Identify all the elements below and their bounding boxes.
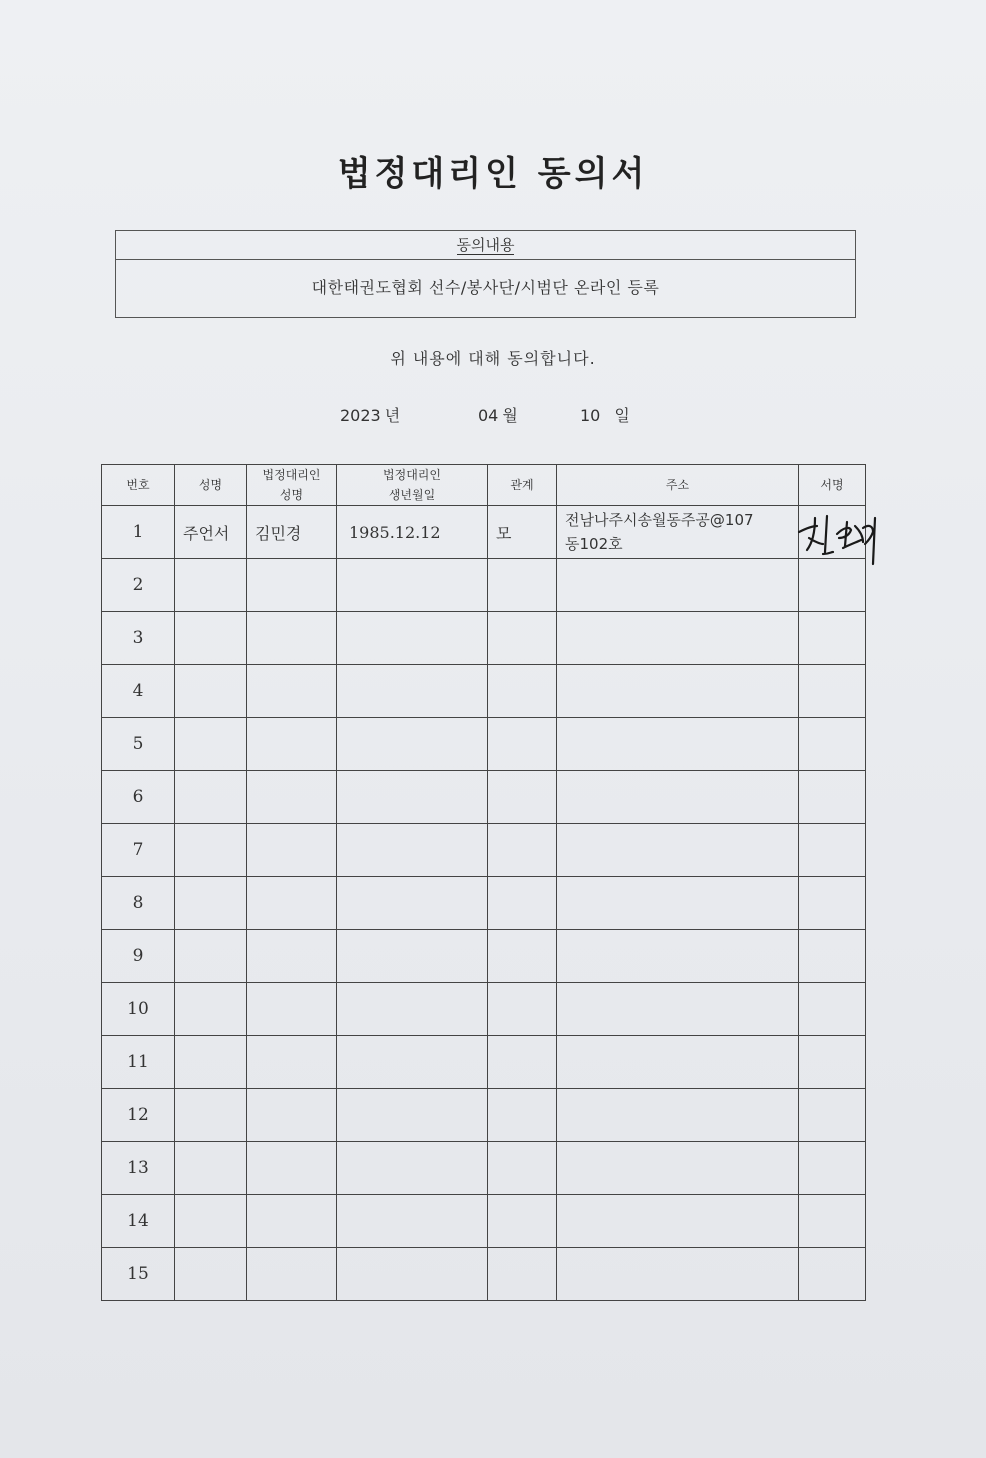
cell-no: 8: [102, 877, 175, 930]
cell-name: [175, 1142, 247, 1195]
header-guardian-birth-line2: 생년월일: [388, 488, 436, 502]
cell-no: 13: [102, 1142, 175, 1195]
cell-relation: [488, 983, 557, 1036]
cell-guardian-name: [247, 930, 337, 983]
cell-relation: [488, 1142, 557, 1195]
header-guardian-birth: [337, 465, 488, 506]
cell-birth: [337, 1195, 488, 1248]
cell-guardian-name: [247, 1036, 337, 1089]
cell-signature: [799, 824, 866, 877]
cell-guardian-name: [247, 983, 337, 1036]
cell-signature: [799, 983, 866, 1036]
cell-no: 10: [102, 983, 175, 1036]
header-no: 번호: [102, 465, 175, 506]
cell-relation: [488, 559, 557, 612]
cell-relation: [488, 877, 557, 930]
table-row: [102, 983, 866, 1036]
table-row: [102, 506, 866, 559]
header-name: 성명: [175, 465, 247, 506]
cell-address: [557, 612, 799, 665]
cell-relation: [488, 824, 557, 877]
handwritten-signature: [793, 508, 889, 568]
header-relation: 관계: [488, 465, 557, 506]
table-row: [102, 1142, 866, 1195]
cell-address: [557, 1195, 799, 1248]
cell-birth: [337, 1142, 488, 1195]
cell-no: 15: [102, 1248, 175, 1301]
cell-birth: [337, 1248, 488, 1301]
consent-header: [116, 231, 855, 260]
cell-signature: [799, 612, 866, 665]
cell-birth: [337, 930, 488, 983]
cell-guardian-name: [247, 771, 337, 824]
cell-relation: [488, 930, 557, 983]
cell-signature: [799, 771, 866, 824]
document-title: 법정대리인 동의서: [337, 154, 649, 194]
cell-guardian-name: [247, 824, 337, 877]
cell-signature: [799, 718, 866, 771]
cell-name: [175, 1036, 247, 1089]
cell-guardian-name: [247, 1142, 337, 1195]
table-row: [102, 1089, 866, 1142]
date-month-value: 04: [478, 406, 499, 425]
cell-relation: [488, 665, 557, 718]
cell-name: [175, 983, 247, 1036]
date-day: [580, 403, 630, 426]
table-row: [102, 718, 866, 771]
cell-signature: [799, 1142, 866, 1195]
cell-address: [557, 1036, 799, 1089]
cell-address-line2: 동102호: [565, 535, 623, 553]
cell-no: 12: [102, 1089, 175, 1142]
cell-name: [175, 1248, 247, 1301]
date-year-value: 2023: [340, 406, 381, 425]
cell-birth: [337, 718, 488, 771]
date-year-unit: 년: [384, 406, 401, 425]
cell-birth: [337, 1036, 488, 1089]
cell-no: 4: [102, 665, 175, 718]
cell-name: [175, 930, 247, 983]
cell-name: [175, 612, 247, 665]
cell-signature: [799, 1089, 866, 1142]
cell-birth: [337, 612, 488, 665]
cell-guardian-name: [247, 718, 337, 771]
cell-no: 14: [102, 1195, 175, 1248]
table-row: [102, 612, 866, 665]
header-guardian-name: [247, 465, 337, 506]
agreement-statement: 위 내용에 대해 동의합니다.: [390, 349, 596, 368]
date-month-unit: 월: [502, 406, 518, 425]
date-month: [478, 403, 518, 426]
table-row: [102, 930, 866, 983]
table-row: [102, 824, 866, 877]
cell-no: 11: [102, 1036, 175, 1089]
cell-address: [557, 718, 799, 771]
cell-birth: [337, 824, 488, 877]
cell-birth: 1985.12.12: [337, 506, 488, 559]
cell-relation: [488, 771, 557, 824]
cell-name: 주언서: [175, 506, 247, 559]
cell-address: [557, 1142, 799, 1195]
cell-guardian-name: [247, 1248, 337, 1301]
cell-address: [557, 930, 799, 983]
consent-content: 대한태권도협회 선수/봉사단/시범단 온라인 등록: [311, 278, 660, 297]
cell-address: [557, 771, 799, 824]
table-row: [102, 559, 866, 612]
guardian-table: [101, 464, 866, 1301]
cell-address-line1: 전남나주시송월동주공@107: [565, 511, 754, 529]
cell-no: 7: [102, 824, 175, 877]
cell-guardian-name: [247, 559, 337, 612]
cell-name: [175, 824, 247, 877]
cell-no: 5: [102, 718, 175, 771]
cell-relation: [488, 1036, 557, 1089]
cell-signature: [799, 1036, 866, 1089]
cell-guardian-name: [247, 877, 337, 930]
cell-address: [557, 1248, 799, 1301]
cell-address: [557, 824, 799, 877]
header-guardian-name-line2: 성명: [279, 488, 304, 502]
cell-birth: [337, 983, 488, 1036]
header-signature: 서명: [799, 465, 866, 506]
table-row: [102, 1195, 866, 1248]
cell-birth: [337, 877, 488, 930]
cell-name: [175, 1195, 247, 1248]
cell-relation: [488, 1195, 557, 1248]
cell-address: [557, 1089, 799, 1142]
cell-name: [175, 1089, 247, 1142]
header-guardian-name-line1: 법정대리인: [262, 468, 321, 482]
cell-address: [557, 983, 799, 1036]
cell-birth: [337, 771, 488, 824]
header-guardian-birth-line1: 법정대리인: [383, 468, 441, 482]
cell-guardian-name: 김민경: [247, 506, 337, 559]
table-row: [102, 1248, 866, 1301]
date-day-unit: 일: [614, 406, 630, 425]
cell-no: 3: [102, 612, 175, 665]
table-row: [102, 877, 866, 930]
cell-address: [557, 559, 799, 612]
cell-no: 6: [102, 771, 175, 824]
cell-birth: [337, 559, 488, 612]
cell-relation: [488, 1248, 557, 1301]
cell-guardian-name: [247, 1089, 337, 1142]
cell-signature: [799, 1195, 866, 1248]
cell-address: [557, 665, 799, 718]
cell-relation: [488, 718, 557, 771]
cell-no: 9: [102, 930, 175, 983]
table-row: [102, 771, 866, 824]
cell-signature: [799, 1248, 866, 1301]
consent-box: [115, 230, 856, 318]
cell-birth: [337, 665, 488, 718]
cell-guardian-name: [247, 1195, 337, 1248]
cell-address: [557, 877, 799, 930]
table-row: [102, 665, 866, 718]
cell-relation: [488, 1089, 557, 1142]
cell-signature: [799, 930, 866, 983]
cell-name: [175, 718, 247, 771]
cell-signature: [799, 506, 866, 559]
cell-no: 1: [102, 506, 175, 559]
date-day-value: 10: [580, 406, 601, 425]
cell-no: 2: [102, 559, 175, 612]
cell-address: [557, 506, 799, 559]
header-address: 주소: [557, 465, 799, 506]
consent-header-label: 동의내용: [456, 236, 515, 254]
cell-guardian-name: [247, 665, 337, 718]
cell-name: [175, 559, 247, 612]
table-row: [102, 1036, 866, 1089]
cell-signature: [799, 877, 866, 930]
cell-guardian-name: [247, 612, 337, 665]
cell-signature: [799, 665, 866, 718]
cell-relation: [488, 612, 557, 665]
cell-birth: [337, 1089, 488, 1142]
cell-name: [175, 877, 247, 930]
date-year: [340, 403, 400, 426]
table-header-row: [102, 465, 866, 506]
cell-name: [175, 665, 247, 718]
cell-name: [175, 771, 247, 824]
cell-relation: 모: [488, 506, 557, 559]
